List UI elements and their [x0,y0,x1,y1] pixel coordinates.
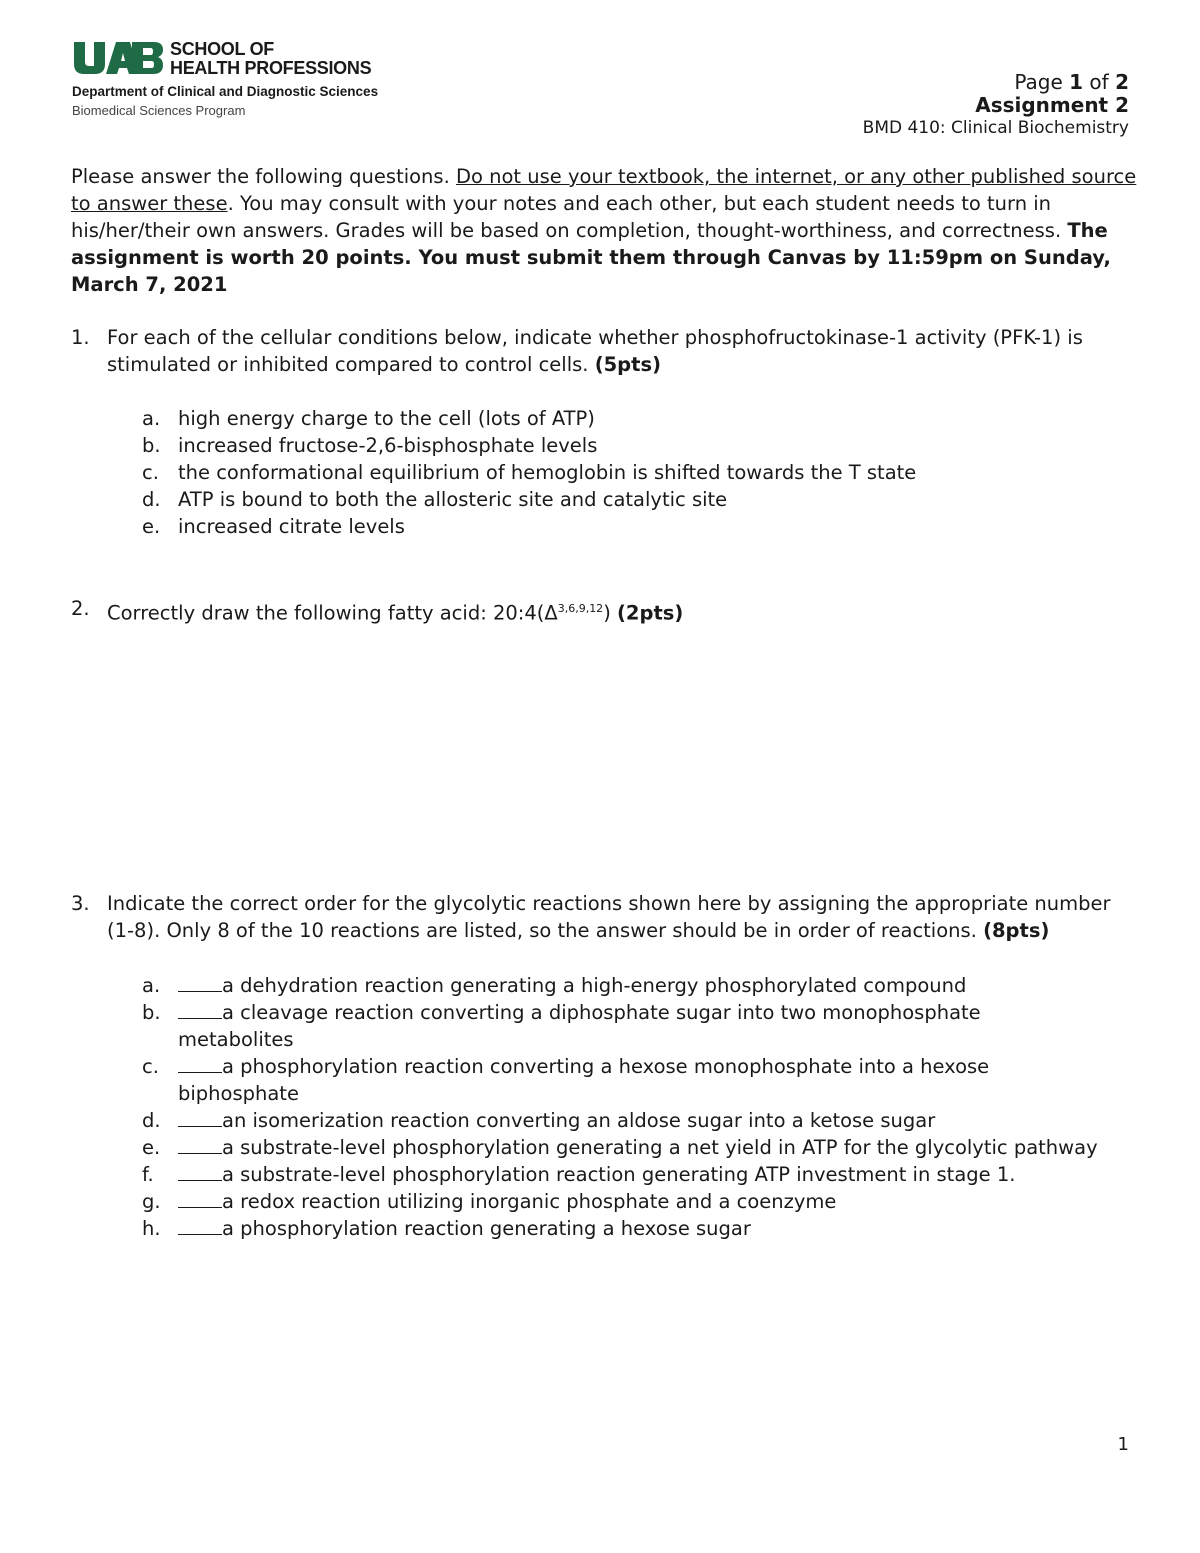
uab-logo-mark [72,42,164,74]
question-2: 2. Correctly draw the following fatty acid: $20:4(\Delta^{3,6,9,12})$ (2pts) [71,597,684,625]
list-item: c. the conformational equilibrium of hemoglobin is shifted towards the T state [142,461,917,484]
question-3-items [142,972,1102,1242]
list-item: d. ATP is bound to both the allosteric site and catalytic site [142,488,728,511]
answer-blank[interactable] [178,1108,222,1127]
assignment-title: Assignment 2 [975,93,1129,117]
list-item: d. an isomerization reaction converting an aldose sugar into a ketose sugar [142,1109,936,1132]
answer-blank[interactable] [178,1189,222,1208]
list-item: c. a phosphorylation reaction converting a hexose monophosphate into a hexose biphosphate [142,1055,990,1105]
list-item: g. a redox reaction utilizing inorganic phosphate and a coenzyme [142,1190,837,1213]
answer-blank[interactable] [178,1162,222,1181]
course-title: BMD 410: Clinical Biochemistry [862,118,1129,138]
answer-blank[interactable] [178,1135,222,1154]
list-item: h. a phosphorylation reaction generating a hexose sugar [142,1217,751,1240]
question-1-items [142,405,1142,540]
answer-blank[interactable] [178,1216,222,1235]
question-1: 1. For each of the cellular conditions below, indicate whether phosphofructokinase-1 activity (PFK-1) is stimulated or inhibited compared to control cells. (5pts) [71,326,1083,376]
logo-school-name: SCHOOL OF HEALTH PROFESSIONS [170,39,372,78]
question-3: 3. Indicate the correct order for the glycolytic reactions shown here by assigning the appropriate number (1-8). Only 8 of the 10 reactions are listed, so the answer should be in order of reactions. (8pts) [71,892,1111,942]
list-item: e. a substrate-level phosphorylation generating a net yield in ATP for the glycolytic pathway [142,1136,1098,1159]
list-item: f. a substrate-level phosphorylation reaction generating ATP investment in stage 1. [142,1163,1016,1186]
answer-blank[interactable] [178,973,222,992]
answer-blank[interactable] [178,1054,222,1073]
logo-program: Biomedical Sciences Program [72,103,246,118]
page-header [863,70,1129,140]
list-item: a. a dehydration reaction generating a high-energy phosphorylated compound [142,974,967,997]
logo-department: Department of Clinical and Diagnostic Sciences [72,84,379,99]
page-indicator: Page 1 of 2 [1014,70,1129,94]
answer-blank[interactable] [178,1000,222,1019]
list-item: b. a cleavage reaction converting a diphosphate sugar into two monophosphate metabolites [142,1001,981,1051]
instructions: Please answer the following questions. Do not use your textbook, the internet, or any other published source to answer these. You may consult with your notes and each other, but each student needs to turn in his/her/their own answers. Grades will be based on completion, thought-worthiness, and correctness. The assignment is worth 20 points. You must submit them through Canvas by 11:59pm on Sunday, March 7, 2021 [71,165,1137,296]
list-item: e. increased citrate levels [142,515,405,538]
footer-page-number: 1 [1117,1434,1129,1455]
list-item: b. increased fructose-2,6-bisphosphate levels [142,434,598,457]
uab-logo [72,40,402,126]
list-item: a. high energy charge to the cell (lots of ATP) [142,407,595,430]
